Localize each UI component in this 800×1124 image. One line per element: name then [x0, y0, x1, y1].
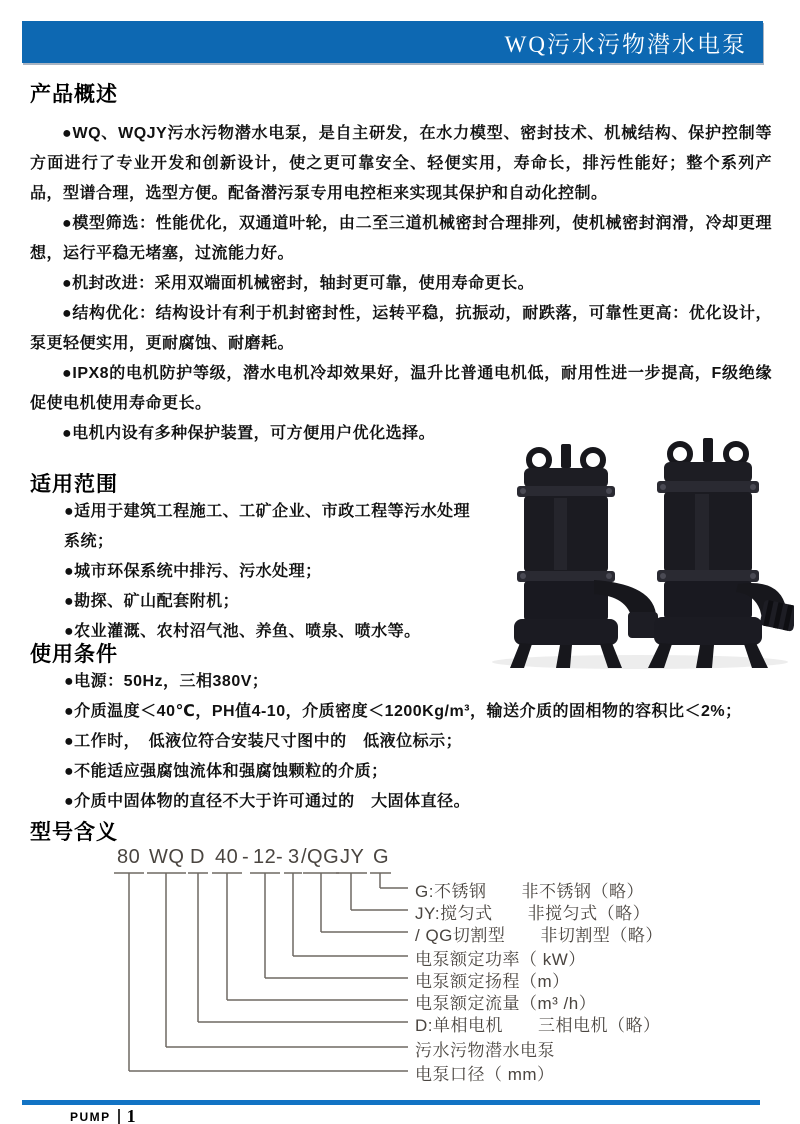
model-label: G:不锈钢 非不锈钢（略）: [415, 882, 644, 901]
footer: [70, 1106, 136, 1124]
model-code-segment: /QG: [301, 846, 340, 868]
overview-paragraphs: [30, 119, 772, 449]
section-heading-model: 型号含义: [30, 821, 118, 844]
overview-paragraph: ●电机内设有多种保护装置，可方便用户优化选择。: [62, 425, 436, 442]
section-heading-application: 适用范围: [30, 473, 118, 496]
footer-rule: [22, 1100, 760, 1105]
model-label: 污水污物潜水电泵: [415, 1041, 555, 1060]
model-code-segment: 80: [117, 846, 141, 868]
model-code-segment: WQ: [149, 846, 185, 868]
model-label: 电泵额定扬程（m）: [415, 972, 570, 991]
model-code-segment: D: [190, 846, 205, 868]
model-code-segment: 40: [215, 846, 239, 868]
model-label: 电泵口径（ mm）: [415, 1065, 555, 1084]
model-code-segment: G: [373, 846, 390, 868]
model-label: JY:搅匀式 非搅匀式（略）: [415, 904, 651, 923]
list-item: ●城市环保系统中排污、污水处理；: [64, 563, 322, 580]
product-photo-pumps-image: [486, 438, 794, 670]
footer-divider: [118, 1109, 120, 1124]
list-item: ●介质温度＜40℃，PH值4-10，介质密度＜1200Kg/m³，输送介质的固相物的容积比＜2%；: [64, 703, 742, 720]
list-item: ●适用于建筑工程施工、工矿企业、市政工程等污水处理系统；: [64, 503, 471, 550]
footer-page-number: 1: [126, 1106, 136, 1124]
model-label: / QG切割型 非切割型（略）: [415, 926, 663, 945]
model-code-dash: -: [242, 846, 250, 868]
model-code-segment: 12: [253, 846, 277, 868]
model-code-segment: JY: [340, 846, 365, 868]
model-code-segment: 3: [288, 846, 300, 868]
model-label: 电泵额定流量（m³ /h）: [415, 994, 597, 1013]
header-bar: [22, 21, 763, 63]
overview-paragraph: ●IPX8的电机防护等级，潜水电机冷却效果好，温升比普通电机低，耐用性进一步提高，F级绝缘促使电机使用寿命更长。: [30, 365, 772, 412]
list-item: ●电源：50Hz，三相380V；: [64, 673, 269, 690]
section-heading-overview: 产品概述: [30, 83, 118, 106]
section-heading-conditions: 使用条件: [30, 643, 118, 666]
list-item: ●农业灌溉、农村沼气池、养鱼、喷泉、喷水等。: [64, 623, 421, 640]
overview-paragraph: ●结构优化：结构设计有利于机封密封性，运转平稳，抗振动，耐跌落，可靠性更高：优化设计，泵更轻便实用，更耐腐蚀、耐磨耗。: [30, 305, 772, 352]
list-item: ●不能适应强腐蚀流体和强腐蚀颗粒的介质；: [64, 763, 388, 780]
model-code-dash: -: [276, 846, 284, 868]
footer-brand: PUMP: [70, 1109, 111, 1124]
overview-paragraph: ●WQ、WQJY污水污物潜水电泵，是自主研发，在水力模型、密封技术、机械结构、保护控制等方面进行了专业开发和创新设计，使之更可靠安全、轻便实用，寿命长，排污性能好；整个系列产品，型谱合理，选型方便。配备潜污泵专用电控柜来实现其保护和自动化控制。: [30, 125, 772, 202]
list-item: ●介质中固体物的直径不大于许可通过的 大固体直径。: [64, 793, 471, 810]
model-label: D:单相电机 三相电机（略）: [415, 1016, 661, 1035]
list-item: ●工作时， 低液位符合安装尺寸图中的 低液位标示；: [64, 733, 463, 750]
model-label: 电泵额定功率（ kW）: [415, 950, 586, 969]
conditions-list: [64, 667, 774, 817]
list-item: ●勘探、矿山配套附机；: [64, 593, 240, 610]
overview-paragraph: ●模型筛选：性能优化，双通道叶轮，由二至三道机械密封合理排列，使机械密封润滑，冷却更理想，运行平稳无堵塞，过流能力好。: [30, 215, 772, 262]
page-title: WQ污水污物潜水电泵: [504, 31, 747, 57]
overview-paragraph: ●机封改进：采用双端面机械密封，轴封更可靠，使用寿命更长。: [62, 275, 535, 292]
application-list: [64, 497, 484, 647]
